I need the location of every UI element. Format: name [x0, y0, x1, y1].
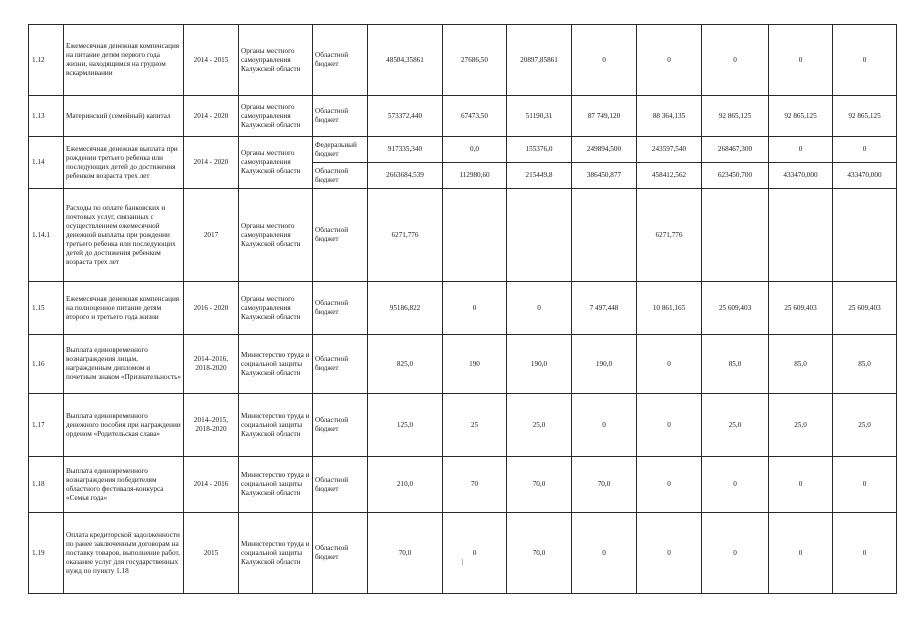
- row-value: 190: [443, 335, 507, 394]
- row-value: 7 497,448: [572, 282, 637, 335]
- row-value: 215449,8: [507, 163, 572, 189]
- row-period: 2014–2016, 2018-2020: [184, 335, 239, 394]
- row-value: 825,0: [368, 335, 443, 394]
- row-organization: Министерство труда и социальной защиты Калужской области: [239, 335, 313, 394]
- stray-mark: |: [462, 558, 464, 566]
- row-period: 2014 - 2020: [184, 96, 239, 137]
- row-value: 0: [572, 25, 637, 96]
- row-organization: Министерство труда и социальной защиты Калужской области: [239, 457, 313, 513]
- row-value: [769, 189, 833, 282]
- row-value: 88 364,135: [637, 96, 702, 137]
- row-value: 25,0: [769, 394, 833, 457]
- row-value: 0,0: [443, 137, 507, 163]
- row-value: 458412,562: [637, 163, 702, 189]
- row-organization: Органы местного самоуправления Калужской области: [239, 282, 313, 335]
- row-value: 92 865,125: [769, 96, 833, 137]
- row-name: Ежемесячная денежная компенсация на питание детям первого года жизни, находящимся на грудном вскармливании: [64, 25, 184, 96]
- row-number: 1.12: [29, 25, 64, 96]
- row-value: 268467,300: [702, 137, 769, 163]
- document-page: [28, 24, 896, 594]
- row-value: 112980,60: [443, 163, 507, 189]
- row-number: 1.16: [29, 335, 64, 394]
- row-value: 155376,0: [507, 137, 572, 163]
- row-value: 433470,000: [833, 163, 897, 189]
- row-value: 70,0: [507, 513, 572, 594]
- row-value: 0: [769, 513, 833, 594]
- row-value: 2663684,539: [368, 163, 443, 189]
- row-value: 6271,776: [368, 189, 443, 282]
- row-name: Оплата кредиторской задолженности по ранее заключенным договорам на поставку товаров, выполнение работ, оказание услуг для государственных нужд по пункту 1.18: [64, 513, 184, 594]
- row-value: 20897,85861: [507, 25, 572, 96]
- row-value: 25,0: [702, 394, 769, 457]
- row-organization: Органы местного самоуправления Калужской области: [239, 137, 313, 189]
- row-value: [702, 189, 769, 282]
- row-funding-source: Областной бюджет: [313, 282, 368, 335]
- row-funding-source: Областной бюджет: [313, 394, 368, 457]
- row-value: 85,0: [769, 335, 833, 394]
- row-value: [833, 189, 897, 282]
- row-period: 2017: [184, 189, 239, 282]
- table-row: [29, 25, 897, 96]
- row-value: 70,0: [507, 457, 572, 513]
- row-value: 0: [833, 25, 897, 96]
- row-value: 0: [833, 457, 897, 513]
- row-value: 92 865,125: [702, 96, 769, 137]
- row-funding-source: Областной бюджет: [313, 96, 368, 137]
- row-value: 51190,31: [507, 96, 572, 137]
- row-number: 1.18: [29, 457, 64, 513]
- row-funding-source: Областной бюджет: [313, 457, 368, 513]
- row-value: [572, 189, 637, 282]
- row-funding-source: Областной бюджет: [313, 25, 368, 96]
- row-value: 573372,440: [368, 96, 443, 137]
- table-row: [29, 394, 897, 457]
- row-value: 0: [637, 513, 702, 594]
- row-value: 25 609,403: [702, 282, 769, 335]
- row-funding-source: Областной бюджет: [313, 163, 368, 189]
- row-number: 1.14.1: [29, 189, 64, 282]
- row-funding-source: Областной бюджет: [313, 335, 368, 394]
- row-name: Расходы по оплате банковских и почтовых услуг, связанных с осуществлением ежемесячной денежной выплаты при рождении третьего ребенка или последующих детей до достижения ребенком возраста трех лет: [64, 189, 184, 282]
- row-number: 1.19: [29, 513, 64, 594]
- row-period: 2014 - 2015: [184, 25, 239, 96]
- row-value: 623450,700: [702, 163, 769, 189]
- row-funding-source: Областной бюджет: [313, 513, 368, 594]
- row-value: 25,0: [507, 394, 572, 457]
- row-organization: Министерство труда и социальной защиты Калужской области: [239, 513, 313, 594]
- row-value: 92 865,125: [833, 96, 897, 137]
- table-row: [29, 137, 897, 163]
- row-value: [507, 189, 572, 282]
- table-row: [29, 282, 897, 335]
- row-funding-source: Федеральный бюджет: [313, 137, 368, 163]
- row-value: 0: [769, 137, 833, 163]
- row-period: 2014 - 2020: [184, 137, 239, 189]
- row-number: 1.13: [29, 96, 64, 137]
- row-value: 125,0: [368, 394, 443, 457]
- row-value: 0: [637, 335, 702, 394]
- row-value: 48584,35861: [368, 25, 443, 96]
- row-value: 0: [443, 282, 507, 335]
- row-value: 27686,50: [443, 25, 507, 96]
- row-value: 70,0: [368, 513, 443, 594]
- row-value: 386450,877: [572, 163, 637, 189]
- table-row: [29, 96, 897, 137]
- row-value: 70: [443, 457, 507, 513]
- row-value: 87 749,120: [572, 96, 637, 137]
- row-value: 0: [443, 513, 507, 594]
- row-value: [443, 189, 507, 282]
- row-value: 0: [833, 137, 897, 163]
- row-number: 1.15: [29, 282, 64, 335]
- row-value: 0: [637, 457, 702, 513]
- row-organization: Органы местного самоуправления Калужской области: [239, 189, 313, 282]
- row-value: 917335,340: [368, 137, 443, 163]
- row-period: 2014 - 2016: [184, 457, 239, 513]
- row-name: Выплата единовременного денежного пособия при награждении орденом «Родительская слава»: [64, 394, 184, 457]
- row-value: 25 609,403: [833, 282, 897, 335]
- row-value: 6271,776: [637, 189, 702, 282]
- row-value: 25 609,403: [769, 282, 833, 335]
- table-row: [29, 189, 897, 282]
- row-name: Выплата единовременного вознаграждения лицам, награжденным дипломом и почетным знаком «Признательность»: [64, 335, 184, 394]
- row-funding-source: Областной бюджет: [313, 189, 368, 282]
- row-value: 0: [637, 394, 702, 457]
- row-value: 0: [702, 513, 769, 594]
- budget-table: [28, 24, 897, 594]
- table-row: [29, 513, 897, 594]
- row-value: 0: [507, 282, 572, 335]
- row-value: 10 861,165: [637, 282, 702, 335]
- row-name: Выплата единовременного вознаграждения победителям областного фестиваля-конкурса «Семья года»: [64, 457, 184, 513]
- row-value: 210,0: [368, 457, 443, 513]
- row-organization: Министерство труда и социальной защиты Калужской области: [239, 394, 313, 457]
- table-row: [29, 457, 897, 513]
- row-organization: Органы местного самоуправления Калужской области: [239, 96, 313, 137]
- row-number: 1.17: [29, 394, 64, 457]
- row-value: 0: [769, 457, 833, 513]
- row-name: Материнский (семейный) капитал: [64, 96, 184, 137]
- row-value: 25,0: [833, 394, 897, 457]
- row-value: 433470,000: [769, 163, 833, 189]
- table-row: [29, 335, 897, 394]
- row-number: 1.14: [29, 137, 64, 189]
- row-value: 249894,500: [572, 137, 637, 163]
- row-value: 0: [637, 25, 702, 96]
- row-value: 190,0: [572, 335, 637, 394]
- row-period: 2014–2015, 2018-2020: [184, 394, 239, 457]
- row-value: 67473,50: [443, 96, 507, 137]
- row-value: 0: [702, 457, 769, 513]
- row-period: 2016 - 2020: [184, 282, 239, 335]
- row-organization: Органы местного самоуправления Калужской области: [239, 25, 313, 96]
- row-value: 0: [769, 25, 833, 96]
- row-value: 95186,822: [368, 282, 443, 335]
- row-name: Ежемесячная денежная компенсация на полноценное питание детям второго и третьего года жизни: [64, 282, 184, 335]
- row-value: 25: [443, 394, 507, 457]
- row-name: Ежемесячная денежная выплата при рождении третьего ребенка или последующих детей до достижения ребенком возраста трех лет: [64, 137, 184, 189]
- row-value: 0: [833, 513, 897, 594]
- row-value: 70,0: [572, 457, 637, 513]
- row-value: 85,0: [833, 335, 897, 394]
- row-value: 0: [572, 513, 637, 594]
- row-value: 243597,540: [637, 137, 702, 163]
- row-value: 190,0: [507, 335, 572, 394]
- row-period: 2015: [184, 513, 239, 594]
- row-value: 0: [702, 25, 769, 96]
- row-value: 0: [572, 394, 637, 457]
- row-value: 85,0: [702, 335, 769, 394]
